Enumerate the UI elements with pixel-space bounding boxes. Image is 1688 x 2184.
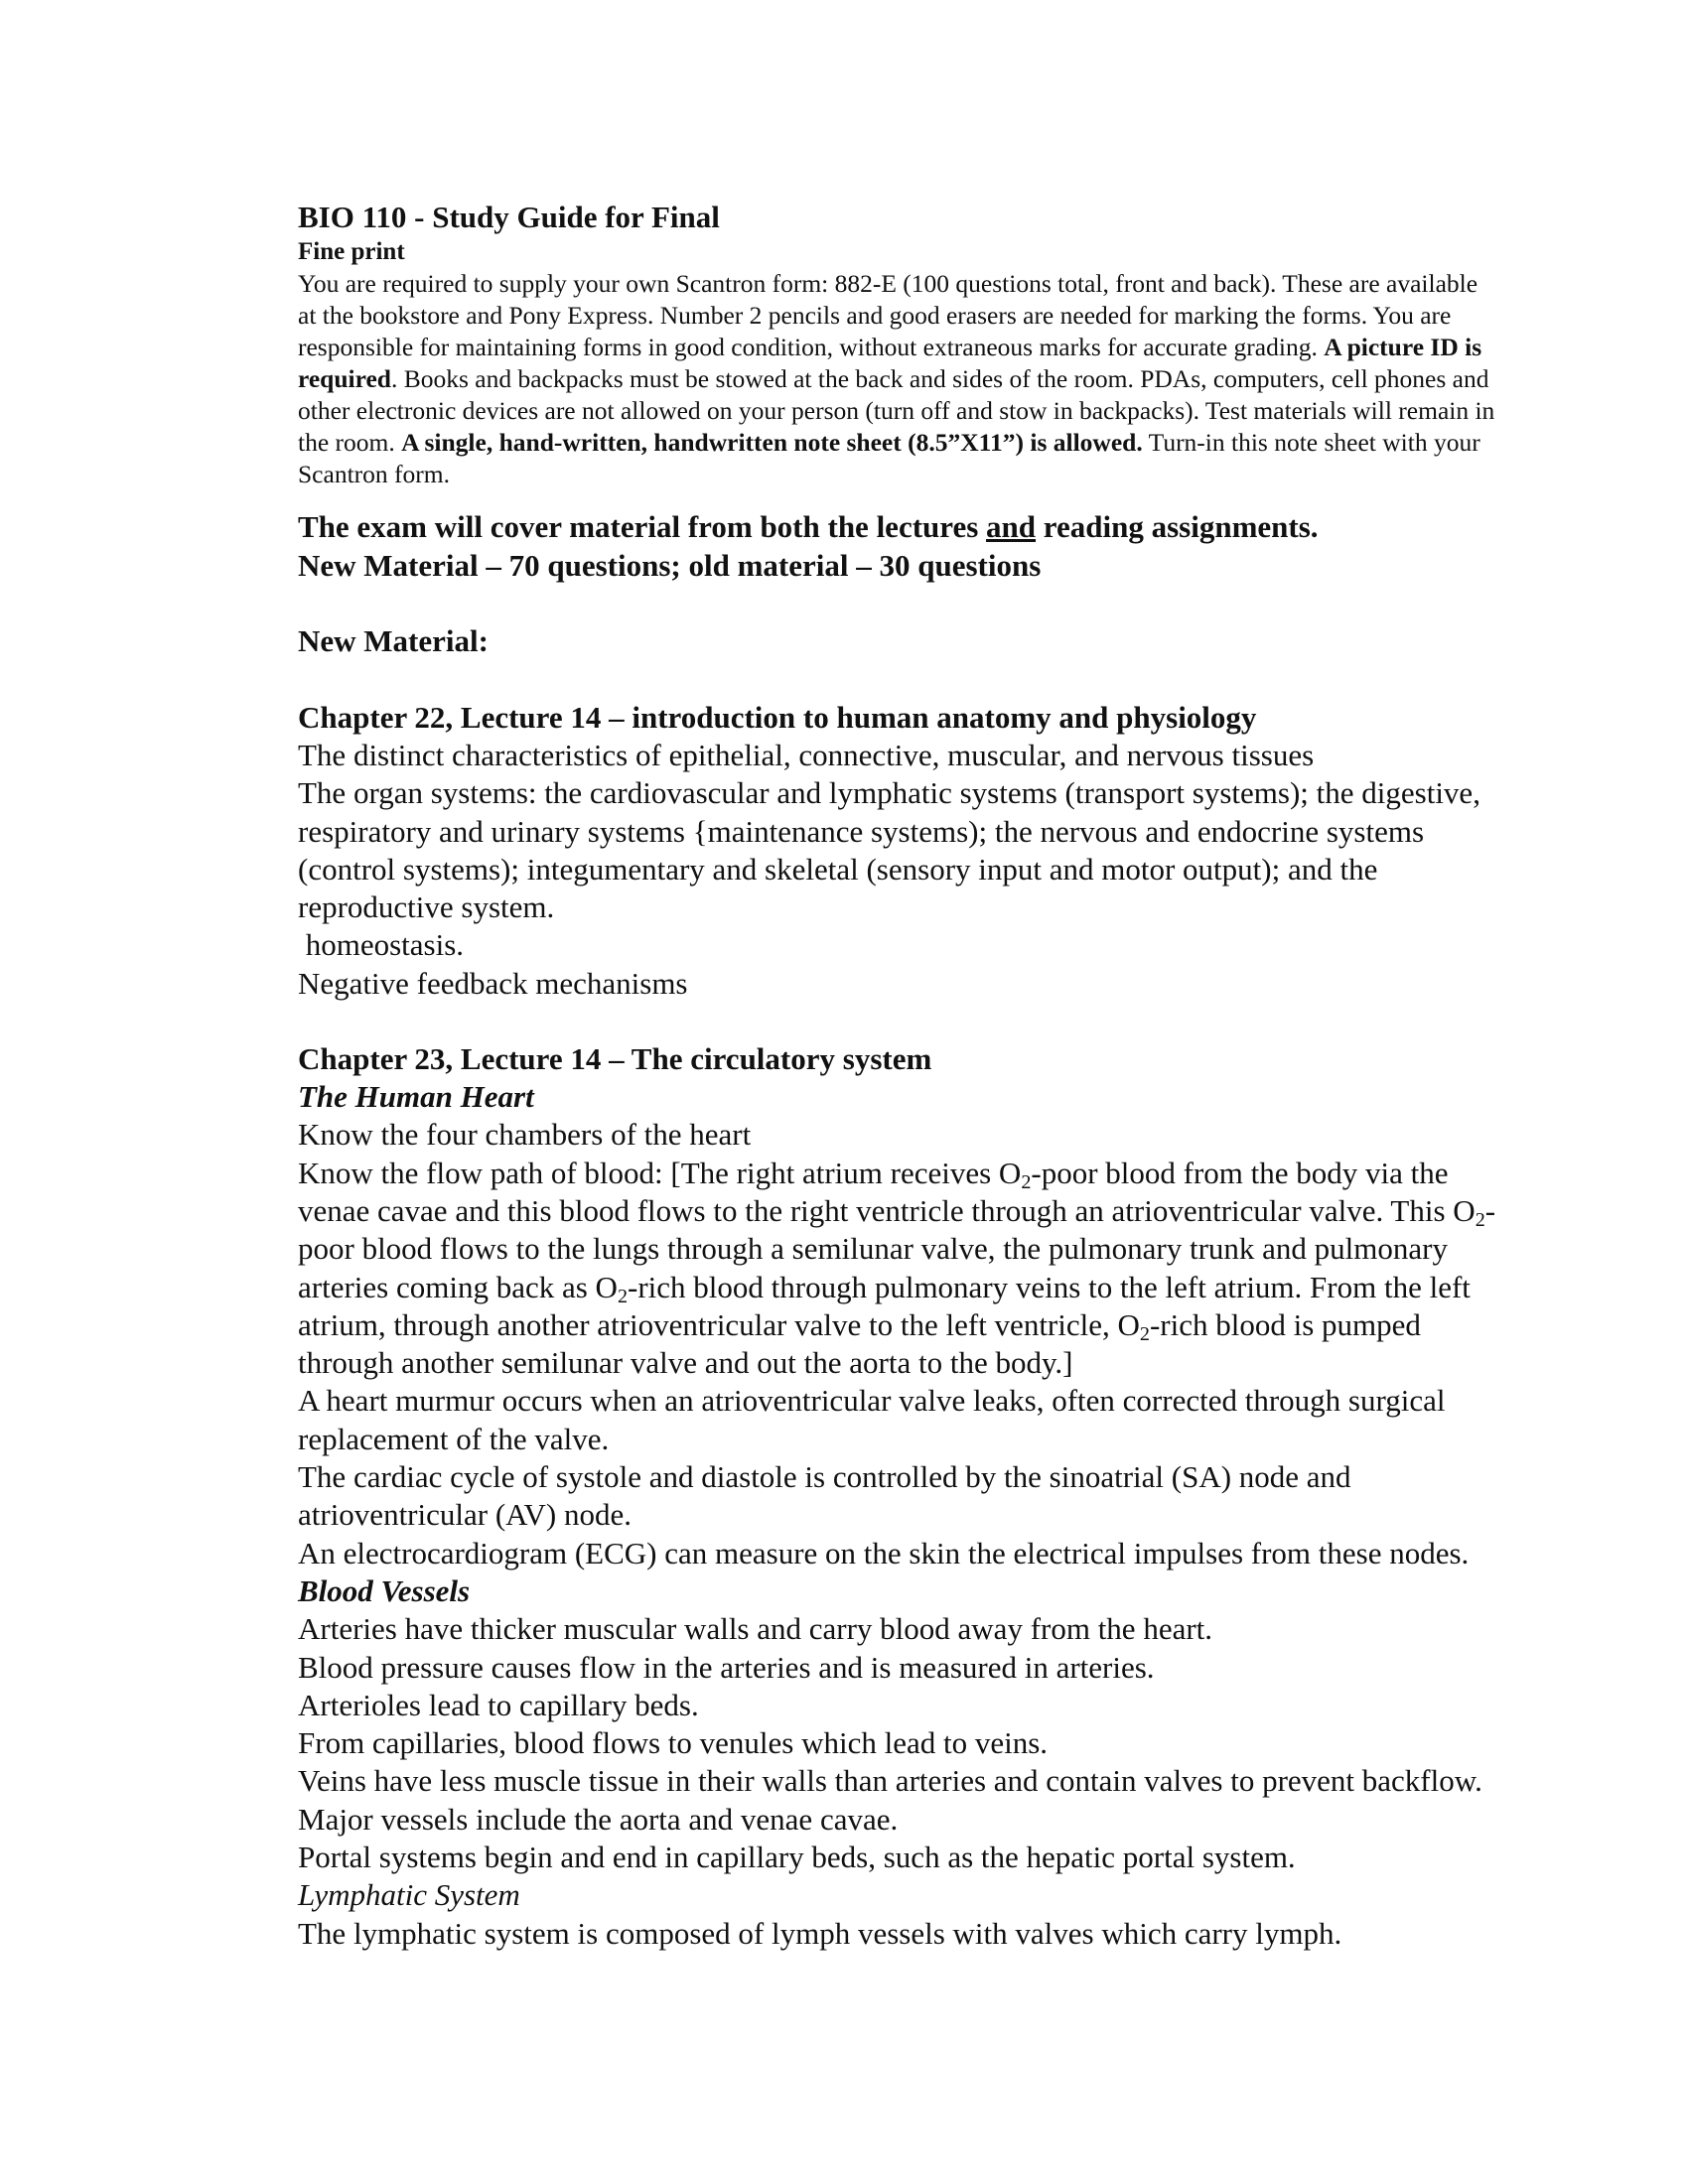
chapter-22-heading: Chapter 22, Lecture 14 – introduction to human anatomy and physiology: [298, 700, 1257, 735]
blood-flow-text: -rich blood through pulmonary veins to the left atrium. From the left atrium, through another atrioventricular valve to the left ventricle, O: [298, 1269, 1471, 1342]
fine-print-note-sheet: A single, hand-written, handwritten note sheet (8.5”X11”) is allowed.: [401, 428, 1143, 457]
fine-print-heading: Fine print: [298, 238, 405, 265]
chapter-22-line: Negative feedback mechanisms: [298, 965, 688, 1001]
exam-coverage-underlined: and: [986, 509, 1037, 544]
oxygen-subscript: 2: [617, 1285, 629, 1307]
exam-coverage-text: reading assignments.: [1036, 509, 1319, 544]
vessel-line: Arterioles lead to capillary beds.: [298, 1687, 699, 1722]
blood-vessels-subheading: Blood Vessels: [298, 1572, 471, 1608]
vessel-line: Veins have less muscle tissue in their walls than arteries and contain valves to prevent backflow.: [298, 1763, 1482, 1799]
fine-print-part: You are required to supply your own Scantron form: 882-E (100 questions total, front and back). These are available at the bookstore and Pony Express. Number 2 pencils and good erasers are needed for marking the forms. You are responsible for maintaining forms in good condition, without extraneous marks for accurate grading.: [298, 269, 1478, 361]
fine-print-part: Turn-in this note sheet with your Scantron form.: [298, 428, 1480, 488]
question-split-heading: New Material – 70 questions; old material – 30 questions: [298, 548, 1042, 583]
chapter-23-heading: Chapter 23, Lecture 14 – The circulatory system: [298, 1041, 932, 1077]
vessel-line: Blood pressure causes flow in the arteries and is measured in arteries.: [298, 1649, 1155, 1685]
heart-line: A heart murmur occurs when an atrioventricular valve leaks, often corrected through surgical replacement of the valve.: [298, 1383, 1446, 1456]
lymphatic-system-subheading: Lymphatic System: [298, 1877, 520, 1913]
blood-flow-paragraph: [298, 1155, 1499, 1383]
chapter-22-line: homeostasis.: [298, 927, 465, 963]
vessel-line: Arteries have thicker muscular walls and carry blood away from the heart.: [298, 1611, 1213, 1647]
heart-line: The cardiac cycle of systole and diastole is controlled by the sinoatrial (SA) node and atrioventricular (AV) node.: [298, 1459, 1351, 1533]
fine-print-text: [298, 268, 1499, 490]
heart-line: Know the four chambers of the heart: [298, 1117, 752, 1153]
oxygen-subscript: 2: [1475, 1209, 1485, 1231]
vessel-line: Major vessels include the aorta and venae cavae.: [298, 1801, 899, 1837]
blood-flow-text: -rich blood is pumped through another semilunar valve and out the aorta to the body.]: [298, 1306, 1421, 1381]
lymphatic-line: The lymphatic system is composed of lymph vessels with valves which carry lymph.: [298, 1915, 1342, 1951]
blood-flow-text: -poor blood from the body via the venae cavae and this blood flows to the right ventricle through an atrioventricular valve. This O: [298, 1155, 1476, 1228]
chapter-22-line: The organ systems: the cardiovascular and lymphatic systems (transport systems); the digestive, respiratory and urinary systems {maintenance systems); the nervous and endocrine systems (control systems); integumentary and skeletal (sensory input and motor output); and the reproductive system.: [298, 775, 1480, 925]
heart-line: An electrocardiogram (ECG) can measure on the skin the electrical impulses from these nodes.: [298, 1535, 1470, 1570]
blood-flow-text: -poor blood flows to the lungs through a semilunar valve, the pulmonary trunk and pulmonary arteries coming back as O: [298, 1192, 1496, 1304]
page-title: BIO 110 - Study Guide for Final: [298, 200, 720, 234]
chapter-22-line: The distinct characteristics of epithelial, connective, muscular, and nervous tissues: [298, 738, 1315, 772]
blood-flow-text: Know the flow path of blood: [The right atrium receives O: [298, 1155, 1022, 1190]
exam-coverage-text: The exam will cover material from both the lectures: [298, 509, 987, 544]
new-material-label: New Material:: [298, 623, 489, 658]
exam-coverage-heading: [298, 507, 1499, 546]
vessel-line: Portal systems begin and end in capillary beds, such as the hepatic portal system.: [298, 1840, 1296, 1875]
oxygen-subscript: 2: [1139, 1322, 1150, 1345]
oxygen-subscript: 2: [1021, 1170, 1032, 1193]
fine-print-part: . Books and backpacks must be stowed at the back and sides of the room. PDAs, computers, cell phones and other electronic devices are not allowed on your person (turn off and stow in backpacks). Test materials will remain in the room.: [298, 364, 1495, 457]
human-heart-subheading: The Human Heart: [298, 1079, 534, 1115]
fine-print-id-required: A picture ID is required: [298, 333, 1482, 393]
study-guide-page: [298, 199, 1499, 1953]
vessel-line: From capillaries, blood flows to venules which lead to veins.: [298, 1725, 1049, 1761]
